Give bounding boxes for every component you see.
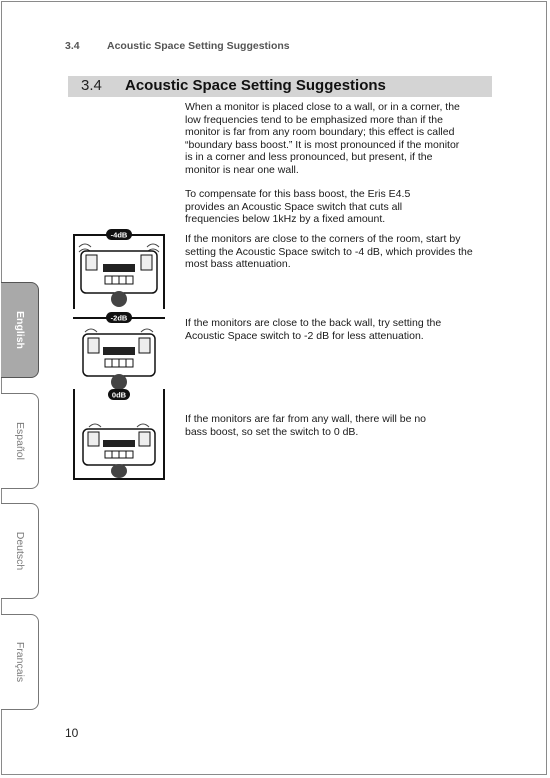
setting-label-minus-4db: -4dB [110, 230, 128, 240]
room-back-wall-placement-icon [73, 312, 165, 392]
section-number: 3.4 [81, 77, 102, 94]
language-tab-francais[interactable] [1, 614, 39, 710]
language-tab-espanol[interactable] [1, 393, 39, 489]
running-head [65, 40, 290, 52]
language-tab-deutsch[interactable] [1, 503, 39, 599]
paragraph-corner-setting: If the monitors are close to the corners of the room, start by setting the Acoustic Space switch to -4 dB, which provides the most bass attenuation. [185, 233, 473, 270]
language-tab-label: Français [13, 641, 26, 683]
section-heading [68, 76, 492, 97]
setting-label-0db: 0dB [111, 390, 127, 400]
language-tab-label: English [13, 311, 26, 349]
paragraph-acoustic-space-switch: To compensate for this bass boost, the Eris E4.5 provides an Acoustic Space switch that cuts all frequencies below 1kHz by a fixed amount. [185, 188, 411, 225]
section-title: Acoustic Space Setting Suggestions [125, 77, 386, 94]
running-head-number: 3.4 [65, 40, 80, 52]
setting-label-minus-2db: -2dB [110, 313, 128, 323]
language-tab-english[interactable] [1, 282, 39, 378]
page-number: 10 [65, 726, 79, 740]
room-free-placement-icon [73, 389, 165, 481]
language-tab-label: Español [13, 422, 26, 460]
paragraph-free-setting: If the monitors are far from any wall, there will be no bass boost, so set the switch to 0 dB. [185, 413, 427, 438]
paragraph-boundary-bass-boost: When a monitor is placed close to a wall, or in a corner, the low frequencies tend to be emphasized more than if the monitor is far from any room boundary; this effect is called “boundary bass boost.” It is most pronounced if the monitor is in a corner and less pronounced, but present, if the monitor is near one wall. [185, 101, 460, 176]
language-tab-label: Deutsch [13, 531, 26, 571]
room-corner-placement-icon [73, 229, 165, 309]
running-head-title: Acoustic Space Setting Suggestions [107, 40, 290, 52]
paragraph-back-wall-setting: If the monitors are close to the back wall, try setting the Acoustic Space switch to -2 dB for less attenuation. [185, 317, 442, 342]
